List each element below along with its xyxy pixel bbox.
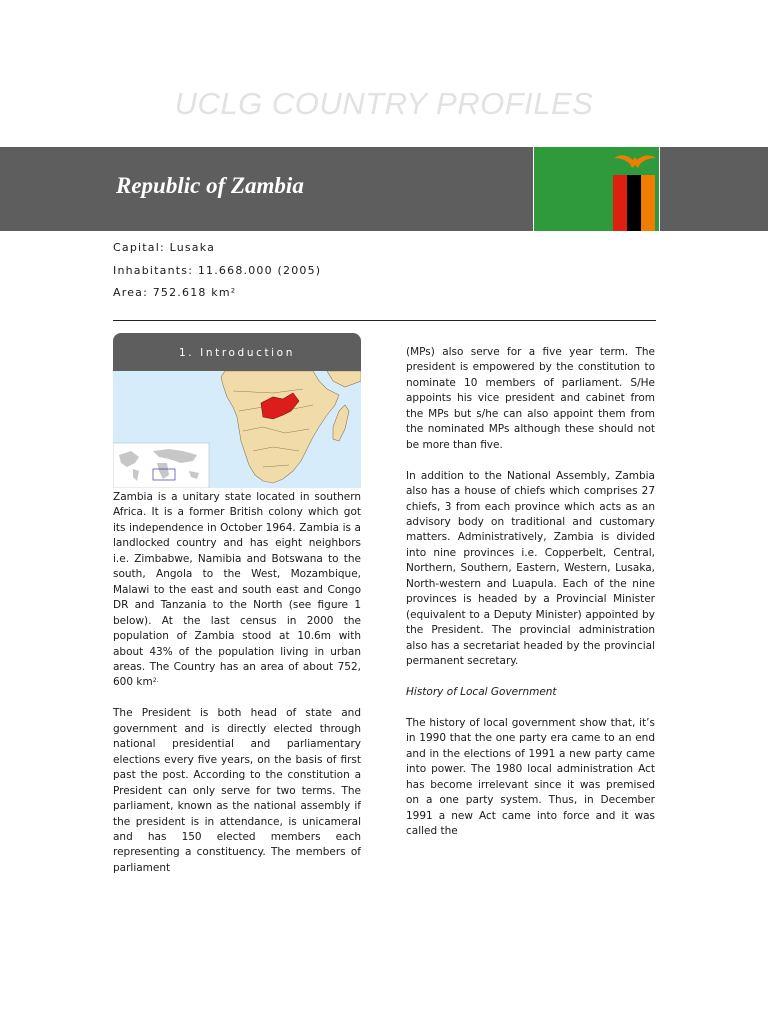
key-facts [113,237,321,305]
africa-location-map [113,371,361,488]
chiefs-provinces-paragraph: In addition to the National Assembly, Zambia also has a house of chiefs which comprises 27 chiefs, 3 from each province which acts as an advisory body on traditional and customary matters. Administratively, Zambia is divided into nine provinces i.e. Copperbelt, Central, Northern, Southern, Eastern, Western, Lusaka, North-western and Luapula. Each of the nine provinces is headed by a Provincial Minister (equivalent to a Deputy Minister) appointed by the President. The provincial administration also has a secretariat headed by the provincial permanent secretary. [406,469,655,668]
flag-red-stripe [613,175,627,231]
government-paragraph: The President is both head of state and government and is directly elected through national presidential and parliamentary elections every five years, on the basis of first past the post. According to the constitution a President can only serve for two terms. The parliament, known as the national assembly if the president is in attendance, is unicameral and has 150 elected members each representing a constituency. The members of parliament [113,707,361,874]
area-fact: Area: 752.618 km² [113,286,237,299]
series-title: UCLG COUNTRY PROFILES [174,86,594,121]
inhabitants-fact: Inhabitants: 11.668.000 (2005) [113,263,322,277]
section-heading: 1. Introduction [113,333,361,371]
zambia-flag [533,147,660,231]
capital-fact: Capital: Lusaka [113,241,216,254]
left-column [113,490,361,892]
subheading-history: History of Local Government [406,686,557,699]
flag-black-stripe [627,175,641,231]
flag-orange-stripe [641,175,655,231]
parliament-paragraph: (MPs) also serve for a five year term. The president is empowered by the constitution to nominate 10 members of parliament. S/He appoints his vice president and cabinet from the MPs but s/he can also appoint them from the nominated MPs although these should not be more than five. [406,346,655,451]
page-title: Republic of Zambia [116,173,304,198]
divider [113,320,656,321]
right-column [406,345,655,855]
eagle-icon [612,152,658,170]
history-paragraph: The history of local government show that, it’s in 1990 that the one party era came to an end and in the elections of 1991 a new party came into power. The 1980 local administration Act has become irrelevant since it was premised on a one party system. Thus, in December 1991 a new Act came into force and it was called the [406,717,655,838]
intro-paragraph: Zambia is a unitary state located in southern Africa. It is a former British colony which got its independence in October 1964. Zambia is a landlocked country and has eight neighbors i.e. Zimbabwe, Namibia and Botswana to the south, Angola to the West, Mozambique, Malawi to the east and south east and Congo DR and Tanzania to the North (see figure 1 below). At the last census in 2000 the population of Zambia stood at 10.6m with about 43% of the population living in urban areas. The Country has an area of about 752, 600 $km^{2.}$ [113,491,361,689]
